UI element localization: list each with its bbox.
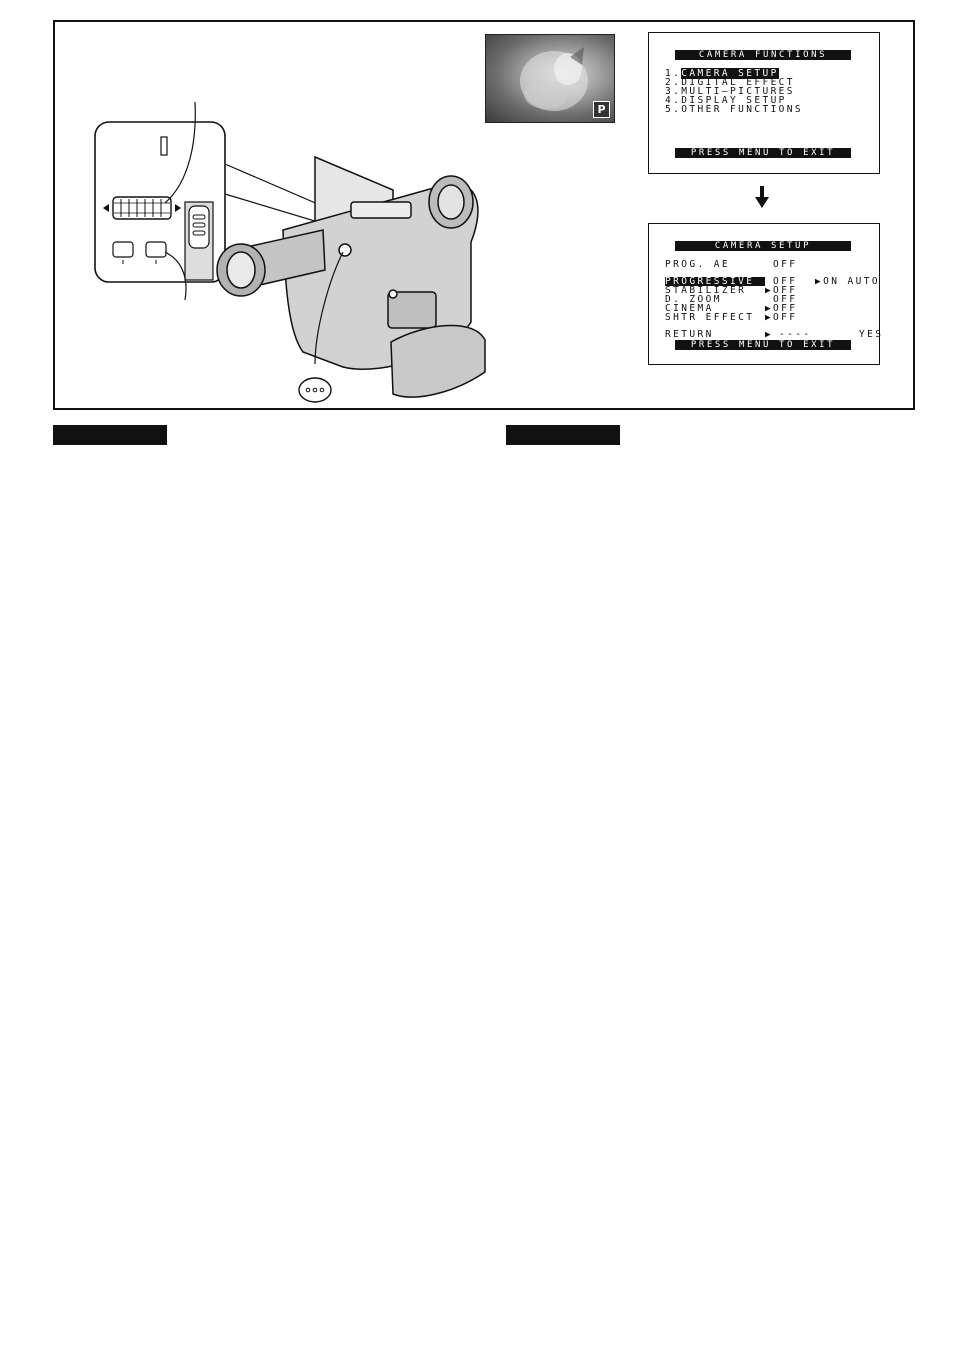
camera-setup-screen (648, 223, 884, 365)
camera-functions-title: CAMERA FUNCTIONS (675, 50, 851, 60)
setting-row-shtr-effect[interactable]: SHTR EFFECT ▶OFF (665, 312, 798, 323)
camera-functions-screen (648, 32, 880, 174)
sample-lion-photo (485, 34, 615, 123)
small-button-left (113, 242, 133, 257)
menu-item-other-functions[interactable]: 5.OTHER FUNCTIONS (665, 104, 804, 115)
setting-row-progressive[interactable]: PROGRESSIVE OFF ▶ON AUTO (665, 276, 880, 287)
setting-row-cinema[interactable]: CINEMA ▶OFF (665, 303, 798, 314)
camera-setup-footer: PRESS MENU TO EXIT (675, 340, 851, 350)
down-arrow-icon (755, 186, 769, 208)
setting-row-d-zoom[interactable]: D. ZOOM OFF (665, 294, 798, 305)
menu-item-multi-pictures[interactable]: 3.MULTI—PICTURES (665, 86, 795, 97)
menu-item-camera-setup[interactable]: 1.CAMERA SETUP (665, 68, 779, 79)
menu-item-digital-effect[interactable]: 2.DIGITAL EFFECT (665, 77, 795, 88)
setting-row-return[interactable]: RETURN ▶ ---- YES (665, 329, 884, 340)
camera-functions-footer: PRESS MENU TO EXIT (675, 148, 851, 158)
camcorder-body (217, 157, 485, 397)
setting-row-prog-ae[interactable]: PROG. AE OFF (665, 259, 798, 270)
progressive-badge: P (593, 101, 610, 118)
figure-frame (53, 20, 915, 410)
slide-switch-icon (185, 202, 213, 280)
section-tab-left (53, 425, 167, 445)
setting-row-stabilizer[interactable]: STABILIZER ▶OFF (665, 285, 798, 296)
jog-dial-icon (103, 197, 181, 219)
small-button-right (146, 242, 166, 257)
menu-button-icon (299, 378, 331, 402)
camcorder-illustration (93, 102, 493, 407)
camera-setup-title: CAMERA SETUP (675, 241, 851, 251)
menu-item-display-setup[interactable]: 4.DISPLAY SETUP (665, 95, 787, 106)
section-tab-right (506, 425, 620, 445)
